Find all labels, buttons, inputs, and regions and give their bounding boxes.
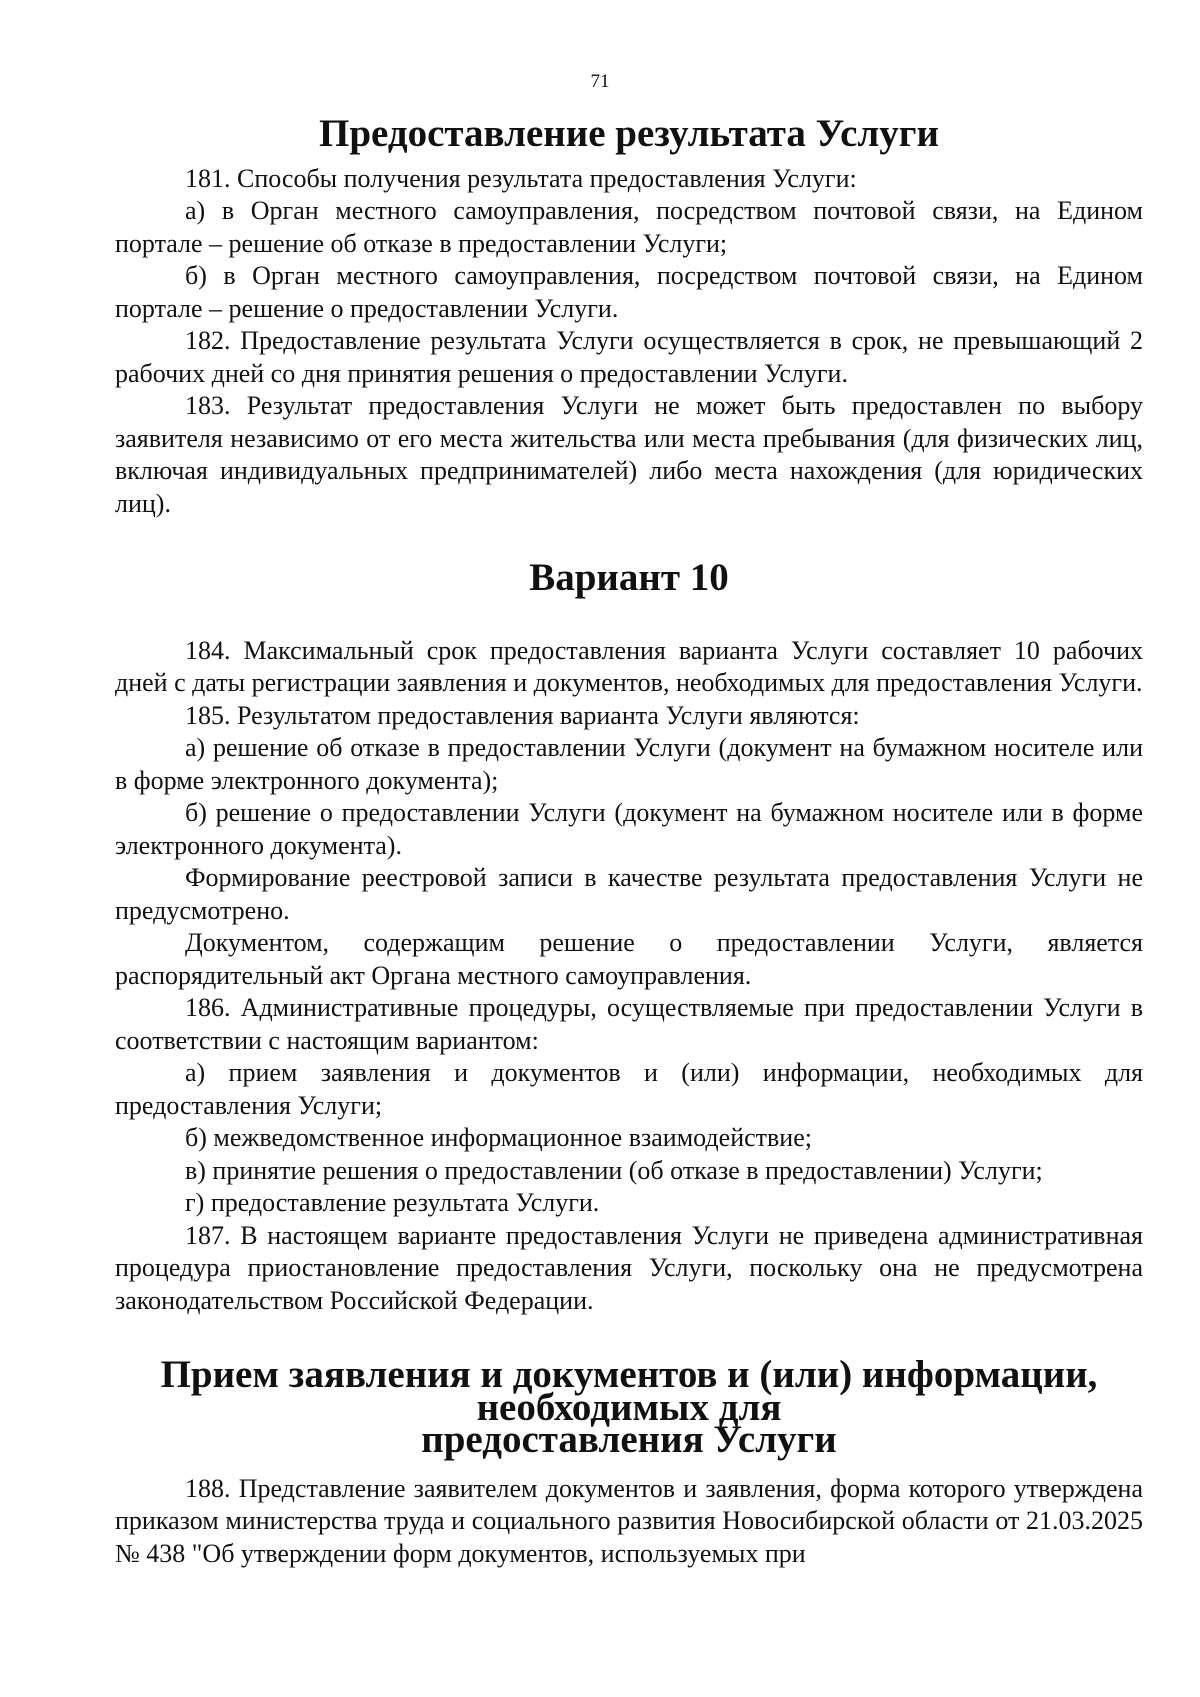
paragraph-186-b: б) межведомственное информационное взаимодействие;: [185, 1123, 812, 1152]
paragraph-186-d: г) предоставление результата Услуги.: [185, 1188, 600, 1217]
heading-line: Вариант 10: [529, 556, 729, 599]
heading-line: предоставления Услуги: [421, 1418, 837, 1461]
paragraph-187: 187. В настоящем варианте предоставления Услуги не приведена административная процедура приостановление предоставления Услуги, поскольку она не предусмотрена законодательством Российской Федерации.: [115, 1220, 1143, 1315]
paragraph-185-b: б) решение о предоставлении Услуги (документ на бумажном носителе или в форме электронного документа).: [115, 798, 1143, 860]
paragraph-decision-document: Документом, содержащим решение о предоставлении Услуги, является распорядительный акт Органа местного самоуправления.: [115, 928, 1143, 990]
paragraph-184: 184. Максимальный срок предоставления варианта Услуги составляет 10 рабочих дней с даты регистрации заявления и документов, необходимых для предоставления Услуги.: [115, 635, 1143, 697]
paragraph-182: 182. Предоставление результата Услуги осуществляется в срок, не превышающий 2 рабочих дней со дня принятия решения о предоставлении Услуги.: [115, 326, 1143, 388]
paragraph-181-a: а) в Орган местного самоуправления, посредством почтовой связи, на Едином портале – решение об отказе в предоставлении Услуги;: [115, 196, 1143, 258]
heading-line: Предоставление результата Услуги: [319, 112, 939, 155]
paragraph-181: 181. Способы получения результата предоставления Услуги:: [185, 163, 857, 193]
paragraph-188: 188. Представление заявителем документов и заявления, форма которого утверждена приказом министерства труда и социального развития Новосибирской области от 21.03.2025 № 438 "Об утверждении форм документов, используемых при: [115, 1473, 1143, 1568]
paragraph-186-a: а) прием заявления и документов и (или) информации, необходимых для предоставления Услуги;: [115, 1058, 1143, 1120]
heading-line: Прием заявления и документов и (или) информации, необходимых для: [160, 1353, 1098, 1429]
paragraph-183: 183. Результат предоставления Услуги не может быть предоставлен по выбору заявителя независимо от его места жительства или места пребывания (для физических лиц, включая индивидуальных предпринимателей) либо места нахождения (для юридических лиц).: [115, 391, 1143, 518]
document-body: [115, 112, 1143, 1570]
section-heading-result: [115, 112, 1143, 155]
section-heading-application-intake: [115, 1353, 1143, 1461]
paragraph-186-c: в) принятие решения о предоставлении (об отказе в предоставлении) Услуги;: [185, 1155, 1043, 1185]
page-number: 71: [590, 71, 610, 92]
paragraph-181-b: б) в Орган местного самоуправления, посредством почтовой связи, на Едином портале – решение о предоставлении Услуги.: [115, 261, 1143, 323]
section-heading-variant-10: [115, 556, 1143, 599]
paragraph-185-a: а) решение об отказе в предоставлении Услуги (документ на бумажном носителе или в форме электронного документа);: [115, 733, 1143, 795]
paragraph-186: 186. Административные процедуры, осуществляемые при предоставлении Услуги в соответствии с настоящим вариантом:: [115, 993, 1143, 1055]
paragraph-registry-record: Формирование реестровой записи в качестве результата предоставления Услуги не предусмотрено.: [115, 863, 1143, 925]
paragraph-185: 185. Результатом предоставления варианта Услуги являются:: [185, 700, 860, 730]
